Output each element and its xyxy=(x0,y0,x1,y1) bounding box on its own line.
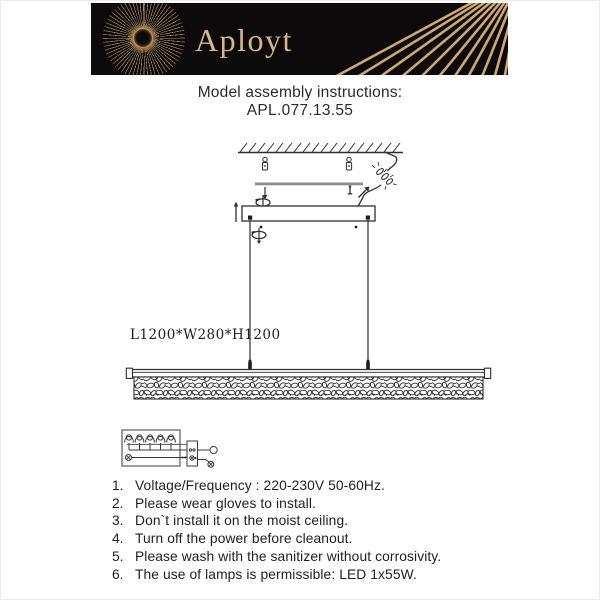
item-text: The use of lamps is permissible: LED 1x55W. xyxy=(135,566,417,582)
dimension-label: L1200*W280*H1200 xyxy=(130,327,281,343)
list-item xyxy=(112,512,522,530)
anchor-bolt-icon xyxy=(262,157,351,170)
model-number: APL.077.13.55 xyxy=(246,102,354,119)
item-text: Turn off the power before cleanout. xyxy=(135,531,353,547)
list-item xyxy=(112,495,522,513)
list-item xyxy=(112,548,522,566)
mounting-bracket xyxy=(255,183,363,186)
instruction-list xyxy=(112,477,522,583)
bracket-screw-icon xyxy=(348,185,352,194)
brand-logo-text: Aployt xyxy=(195,22,293,58)
terminal-block-wiring xyxy=(122,430,217,467)
item-number: 3. xyxy=(112,513,124,529)
list-item xyxy=(112,530,522,548)
ceiling-hatch xyxy=(238,143,403,153)
item-number: 4. xyxy=(112,531,124,547)
list-item xyxy=(112,477,522,495)
lift-up-arrow-icon xyxy=(234,202,239,222)
item-number: 2. xyxy=(112,495,124,511)
item-number: 1. xyxy=(112,478,124,493)
page-title: Model assembly instructions: xyxy=(197,84,403,101)
twist-arrow-icon xyxy=(251,228,266,244)
item-number: 5. xyxy=(112,548,124,564)
power-wire xyxy=(358,152,397,206)
cable-grippers xyxy=(248,360,370,370)
list-item xyxy=(112,566,522,584)
canopy xyxy=(242,206,375,228)
item-text: Voltage/Frequency : 220-230V 50-60Hz. xyxy=(135,478,385,493)
item-text: Please wear gloves to install. xyxy=(135,495,316,511)
item-text: Please wash with the sanitizer without corrosivity. xyxy=(135,548,442,564)
fixture-bar xyxy=(126,368,490,399)
item-text: Don`t install it on the moist ceiling. xyxy=(135,513,349,529)
item-number: 6. xyxy=(112,566,124,582)
pebble-diffuser-texture xyxy=(135,378,483,399)
